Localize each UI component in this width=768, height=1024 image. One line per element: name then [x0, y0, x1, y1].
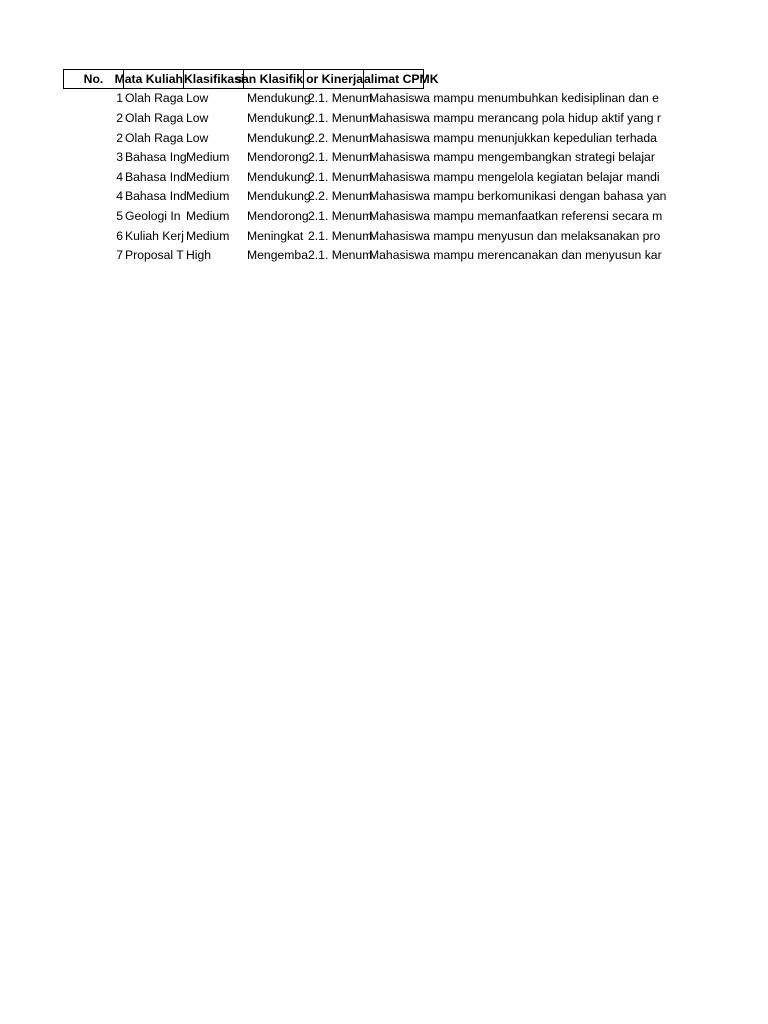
- cell-alasan-klasifikasi[interactable]: Meningkat: [247, 228, 304, 243]
- cell-indikator-kinerja[interactable]: 2.1. Menum: [308, 150, 373, 165]
- cell-no[interactable]: 1: [116, 91, 123, 106]
- table-body: [63, 89, 672, 265]
- header-klasifikasi-label: Klasifikasi: [184, 71, 245, 86]
- cell-klasifikasi[interactable]: High: [186, 248, 212, 263]
- header-row: [63, 69, 672, 89]
- cell-mata-kuliah[interactable]: Proposal T: [125, 248, 184, 263]
- cell-alasan-klasifikasi[interactable]: Mendukung: [247, 169, 311, 184]
- cell-klasifikasi[interactable]: Medium: [186, 208, 230, 223]
- cell-alasan-klasifikasi[interactable]: Mendukung: [247, 189, 311, 204]
- table-row: [63, 147, 672, 167]
- header-alasan-klasifikasi[interactable]: [235, 69, 304, 89]
- cell-no[interactable]: 3: [116, 150, 123, 165]
- table-row: [63, 108, 672, 128]
- cell-alasan-klasifikasi[interactable]: Mengemba: [247, 248, 308, 263]
- cell-kalimat-cpmk[interactable]: Mahasiswa mampu merencanakan dan menyusun kar: [369, 248, 662, 263]
- cell-alasan-klasifikasi[interactable]: Mendorong: [247, 208, 309, 223]
- cell-klasifikasi[interactable]: Medium: [186, 150, 230, 165]
- cell-klasifikasi[interactable]: Medium: [186, 169, 230, 184]
- cell-mata-kuliah[interactable]: Geologi In: [125, 208, 181, 223]
- table-row: [63, 187, 672, 207]
- cell-alasan-klasifikasi[interactable]: Mendorong: [247, 150, 309, 165]
- cell-indikator-kinerja[interactable]: 2.1. Menum: [308, 91, 373, 106]
- cell-mata-kuliah[interactable]: Bahasa Ing: [125, 150, 187, 165]
- cell-kalimat-cpmk[interactable]: Mahasiswa mampu menumbuhkan kedisiplinan dan e: [369, 91, 659, 106]
- cell-kalimat-cpmk[interactable]: Mahasiswa mampu berkomunikasi dengan bahasa yan: [369, 189, 667, 204]
- header-indikator-kinerja[interactable]: [303, 69, 364, 89]
- cell-kalimat-cpmk[interactable]: Mahasiswa mampu mengembangkan strategi belajar: [369, 150, 655, 165]
- header-mata-kuliah[interactable]: [114, 69, 184, 89]
- cell-klasifikasi[interactable]: Low: [186, 91, 209, 106]
- cell-kalimat-cpmk[interactable]: Mahasiswa mampu merancang pola hidup aktif yang r: [369, 110, 661, 125]
- table-row: [63, 245, 672, 265]
- table-row: [63, 226, 672, 246]
- cell-mata-kuliah[interactable]: Olah Raga: [125, 130, 184, 145]
- header-kalimat-cpmk-label: alimat CPMK: [364, 71, 439, 86]
- header-kalimat-cpmk[interactable]: [363, 69, 439, 89]
- cell-kalimat-cpmk[interactable]: Mahasiswa mampu menyusun dan melaksanakan pro: [369, 228, 661, 243]
- table-row: [63, 128, 672, 148]
- cell-no[interactable]: 4: [116, 189, 123, 204]
- cell-kalimat-cpmk[interactable]: Mahasiswa mampu mengelola kegiatan belajar mandi: [369, 169, 660, 184]
- header-indikator-kinerja-label: or Kinerja: [306, 71, 363, 86]
- header-no-label: No.: [83, 71, 104, 86]
- cell-indikator-kinerja[interactable]: 2.2. Menum: [308, 130, 373, 145]
- table-row: [63, 89, 672, 109]
- cell-indikator-kinerja[interactable]: 2.1. Menum: [308, 248, 373, 263]
- cell-mata-kuliah[interactable]: Olah Raga: [125, 91, 184, 106]
- cell-indikator-kinerja[interactable]: 2.1. Menum: [308, 208, 373, 223]
- cell-klasifikasi[interactable]: Low: [186, 130, 209, 145]
- header-alasan-klasifikasi-label: san Klasifik: [235, 71, 303, 86]
- cell-mata-kuliah[interactable]: Bahasa Ind: [125, 169, 187, 184]
- header-mata-kuliah-label: Mata Kuliah: [114, 71, 183, 86]
- cell-alasan-klasifikasi[interactable]: Mendukung: [247, 91, 311, 106]
- cell-no[interactable]: 6: [116, 228, 123, 243]
- cell-kalimat-cpmk[interactable]: Mahasiswa mampu menunjukkan kepedulian terhada: [369, 130, 657, 145]
- table-row: [63, 206, 672, 226]
- cell-no[interactable]: 4: [116, 169, 123, 184]
- cell-klasifikasi[interactable]: Low: [186, 110, 209, 125]
- cell-klasifikasi[interactable]: Medium: [186, 228, 230, 243]
- cell-no[interactable]: 2: [116, 130, 123, 145]
- cell-mata-kuliah[interactable]: Olah Raga: [125, 110, 184, 125]
- cell-no[interactable]: 5: [116, 208, 123, 223]
- cell-alasan-klasifikasi[interactable]: Mendukung: [247, 130, 311, 145]
- cell-mata-kuliah[interactable]: Kuliah Kerj: [125, 228, 184, 243]
- cell-no[interactable]: 2: [116, 110, 123, 125]
- cell-alasan-klasifikasi[interactable]: Mendukung: [247, 110, 311, 125]
- cell-klasifikasi[interactable]: Medium: [186, 189, 230, 204]
- cell-mata-kuliah[interactable]: Bahasa Ind: [125, 189, 187, 204]
- cell-indikator-kinerja[interactable]: 2.1. Menum: [308, 110, 373, 125]
- table-row: [63, 167, 672, 187]
- cell-indikator-kinerja[interactable]: 2.1. Menum: [308, 169, 373, 184]
- spreadsheet: [63, 69, 672, 265]
- cell-indikator-kinerja[interactable]: 2.2. Menum: [308, 189, 373, 204]
- cell-indikator-kinerja[interactable]: 2.1. Menum: [308, 228, 373, 243]
- cell-no[interactable]: 7: [116, 248, 123, 263]
- cell-kalimat-cpmk[interactable]: Mahasiswa mampu memanfaatkan referensi secara m: [369, 208, 663, 223]
